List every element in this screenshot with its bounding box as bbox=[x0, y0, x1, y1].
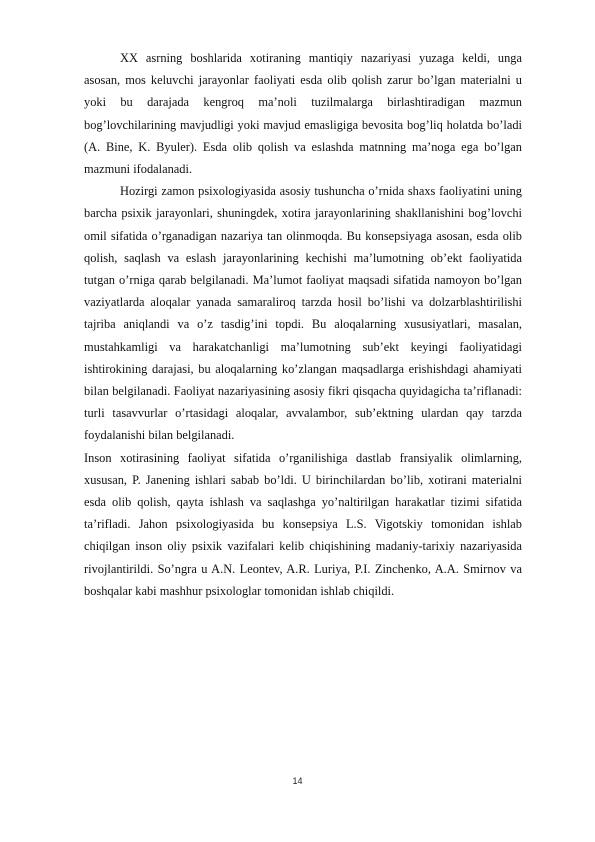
paragraph-activity-theory: Hozirgi zamon psixologiyasida asosiy tushuncha o’rnida shaxs faoliyatini uning barcha psixik jarayonlari, shuningdek, xotira jarayonlarining shakllanishini bog’lovchi omil sifatida o’rganadigan nazariya tan olinmoqda. Bu konsepsiyaga asosan, esda olib qolish, saqlash va eslash jarayonlarining kechishi ma’lumotning ob’ekt faoliyatida tutgan o’rniga qarab belgilanadi. Ma’lumot faoliyat maqsadi sifatida namoyon bo’lgan vaziyatlarda aloqalar yanada samaraliroq tarzda hosil bo’lishi va dolzarblashtirilishi tajriba aniqlandi va o’z tasdig’ini topdi. Bu aloqalarning xususiyatlari, masalan, mustahkamligi va harakatchanligi ma’lumotning sub’ekt keyingi faoliyatidagi ishtirokining darajasi, bu aloqalarning ko’zlangan maqsadlarga erishishdagi ahamiyati bilan belgilanadi. Faoliyat nazariyasining asosiy fikri qisqacha quyidagicha ta’riflanadi: turli tasavvurlar o’rtasidagi aloqalar, avvalambor, sub’ektning ulardan qay tarzda foydalanishi bilan belgilanadi. bbox=[84, 184, 522, 443]
page-number: 14 bbox=[292, 776, 303, 786]
paragraph-memory-as-activity: Inson xotirasining faoliyat sifatida o’rganilishiga dastlab fransiyalik olimlarning, xususan, P. Janening ishlari sabab bo’ldi. U birinchilardan bo’lib, xotirani materialni esda olib qolish, qayta ishlash va saqlashga yo’naltirilgan harakatlar tizimi sifatida ta’rifladi. Jahon psixologiyasida bu konsepsiya L.S. Vigotskiy tomonidan ishlab chiqilgan inson oliy psixik vazifalari kelib chiqishining madaniy-tarixiy nazariyasida rivojlantirildi. So’ngra u A.N. Leontev, A.R. Luriya, P.I. Zinchenko, A.A. Smirnov va boshqalar kabi mashhur psixologlar tomonidan ishlab chiqildi. bbox=[84, 450, 522, 598]
page-body bbox=[84, 47, 522, 602]
paragraph-logical-theory: XX asrning boshlarida xotiraning mantiqiy nazariyasi yuzaga keldi, unga asosan, mos keluvchi jarayonlar faoliyati esda olib qolish zarur bo’lgan materialni u yoki bu darajada kengroq ma’noli tuzilmalarga birlashtiradigan mazmun bog’lovchilarining mavjudligi yoki mavjud emasligiga bevosita bog’liq holatda bo’ladi (A. Bine, K. Byuler). Esda olib qolish va eslashda matnning ma’noga ega bo’lgan mazmuni ifodalanadi. bbox=[84, 51, 522, 177]
